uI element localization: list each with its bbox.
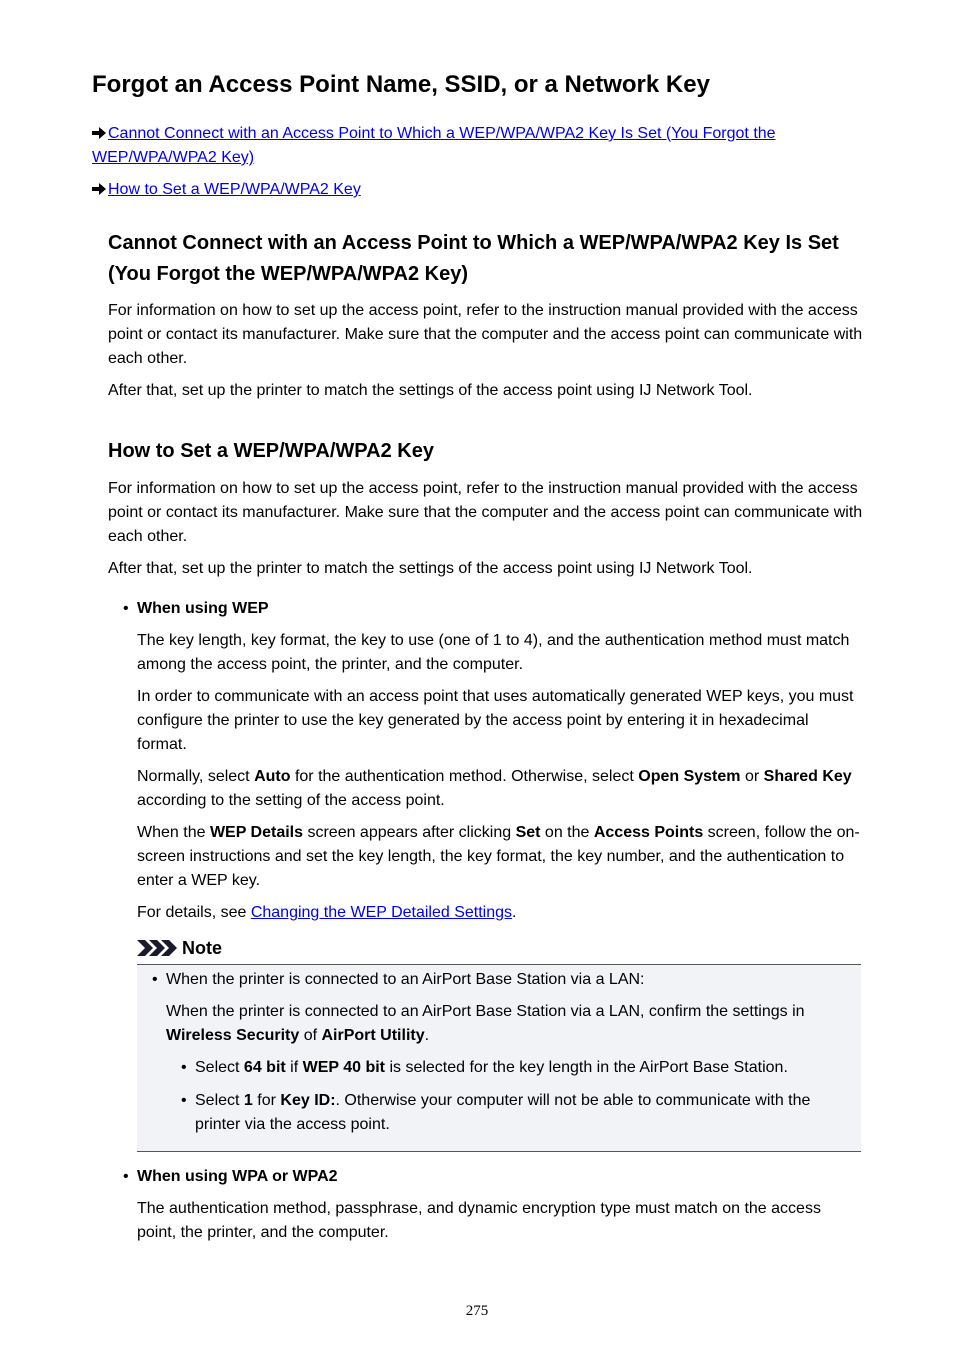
page-number: 275 — [465, 1303, 489, 1319]
wpa-paragraph-1: The authentication method, passphrase, and dynamic encryption type must match on the access point, the printer, and the computer. — [137, 1200, 821, 1241]
bullet-when-using-wep — [123, 597, 269, 621]
wep-paragraph-4: When the WEP Details screen appears after clicking Set on the Access Points screen, follow the on-screen instructions and set the key length, the key format, the key number, and the authentication to enter a WEP key. — [137, 824, 860, 889]
note-subitem-1: • Select 64 bit if WEP 40 bit is selected for the key length in the AirPort Base Station. — [195, 1056, 835, 1080]
link-cannot-connect[interactable]: Cannot Connect with an Access Point to Which a WEP/WPA/WPA2 Key Is Set (You Forgot the WEP/WPA/WPA2 Key) — [92, 125, 776, 166]
toc-link-cannot-connect — [92, 122, 812, 170]
section2-paragraph-1: For information on how to set up the access point, refer to the instruction manual provided with the access point or contact its manufacturer. Make sure that the computer and the access point can communicate with each other. — [108, 480, 863, 545]
note-subitem-2: • Select 1 for Key ID:. Otherwise your computer will not be able to communicate with the printer via the access point. — [195, 1089, 835, 1137]
bullet-when-using-wpa — [123, 1165, 338, 1189]
bullet-dot: • — [181, 1059, 187, 1076]
link-how-to-set[interactable]: How to Set a WEP/WPA/WPA2 Key — [108, 181, 361, 198]
bullet-label: When using WPA or WPA2 — [137, 1168, 338, 1185]
note-header — [137, 934, 222, 962]
section-heading-how-to-set: How to Set a WEP/WPA/WPA2 Key — [108, 440, 434, 462]
wep-paragraph-3: Normally, select Auto for the authentication method. Otherwise, select Open System or Shared Key according to the setting of the access point. — [137, 768, 852, 809]
toc-link-how-to-set — [92, 178, 812, 202]
note-chevrons-icon — [137, 940, 177, 956]
note-title: Note — [182, 938, 223, 958]
note-paragraph: When the printer is connected to an AirPort Base Station via a LAN, confirm the settings in Wireless Security of AirPort Utility. — [166, 1003, 805, 1044]
link-changing-wep-settings[interactable]: Changing the WEP Detailed Settings — [250, 904, 513, 921]
section-heading-cannot-connect: Cannot Connect with an Access Point to Which a WEP/WPA/WPA2 Key Is Set (You Forgot the WEP/WPA/WPA2 Key) — [108, 232, 839, 285]
section1-paragraph-2: After that, set up the printer to match the settings of the access point using IJ Network Tool. — [108, 382, 753, 399]
arrow-right-icon — [92, 183, 106, 195]
arrow-right-icon — [92, 127, 106, 139]
wep-paragraph-1: The key length, key format, the key to use (one of 1 to 4), and the authentication method must match among the access point, the printer, and the computer. — [137, 632, 850, 673]
wep-paragraph-5: For details, see Changing the WEP Detailed Settings. — [137, 904, 517, 921]
bullet-dot: • — [123, 600, 129, 617]
note-box — [137, 964, 861, 1152]
wep-paragraph-2: In order to communicate with an access point that uses automatically generated WEP keys, you must configure the printer to use the key generated by the access point by entering it in hexadecimal format. — [137, 688, 854, 753]
page-title: Forgot an Access Point Name, SSID, or a Network Key — [92, 71, 710, 98]
section2-paragraph-2: After that, set up the printer to match the settings of the access point using IJ Network Tool. — [108, 560, 753, 577]
bullet-label: When using WEP — [137, 600, 269, 617]
section1-paragraph-1: For information on how to set up the access point, refer to the instruction manual provided with the access point or contact its manufacturer. Make sure that the computer and the access point can communicate with each other. — [108, 302, 863, 367]
bullet-dot: • — [181, 1092, 187, 1109]
bullet-dot: • — [123, 1168, 129, 1185]
bullet-dot: • — [152, 971, 158, 988]
note-item: • When the printer is connected to an AirPort Base Station via a LAN: — [166, 968, 846, 992]
